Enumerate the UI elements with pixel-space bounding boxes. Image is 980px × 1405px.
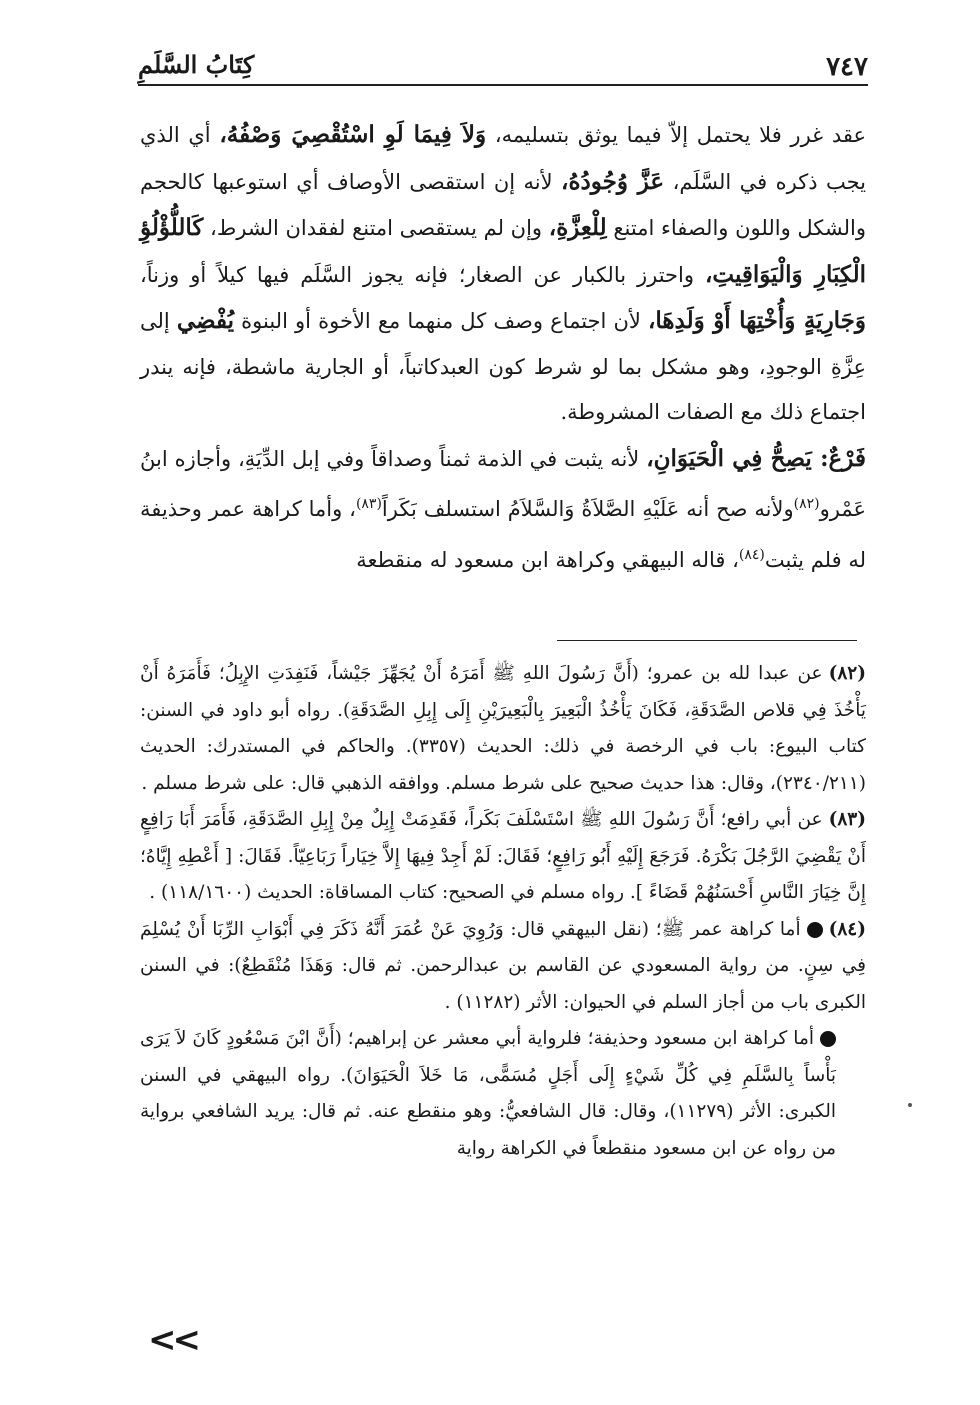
header-rule	[138, 84, 868, 86]
matn-text: وَلاَ فِيمَا لَوِ اسْتُقْصِيَ وَصْفُهُ،	[219, 121, 487, 148]
footnote-text: عن أبي رافع؛ أَنَّ رَسُولَ اللهِ ﷺ اسْتَسْلَفَ بَكَراً، فَقَدِمَتْ إِبِلٌ مِنْ إِبِلِ الصَّدَقَةِ، فَأَمَرَ أَبَا رَافِعٍ أَنْ يَقْضِيَ الرَّجُلَ بَكْرَهُ. فَرَجَعَ إِلَيْهِ أَبُو رَافِعٍ؛ فَقَالَ: لَمْ أَجِدْ فِيهَا إِلاَّ خِيَاراً رَبَاعِيّاً. فَقَالَ: [ أَعْطِهِ إِيَّاهُ؛ إِنَّ خِيَارَ النَّاسِ أَحْسَنُهُمْ قَضَاءً ]. رواه مسلم في الصحيح: كتاب المساقاة: الحديث (١١٨/١٦٠٠) .	[140, 809, 866, 903]
matn-text: وَجَارِيَةٍ وَأُخْتِهَا أَوْ وَلَدِهَا،	[648, 307, 867, 334]
matn-text: لِلْعِزَّةِ،	[548, 214, 607, 241]
footnote-84-continuation	[140, 1021, 866, 1167]
footnote-text: أما كراهة عمر ﷺ؛ (نقل البيهقي قال: وَرُوِيَ عَنْ عُمَرَ أَنَّهُ ذَكَرَ فِي أَبْوَابِ الرِّبَا أَنْ يُسْلِمَ فِي سِنٍ. من رواية المسعودي عن القاسم بن عبدالرحمن. ثم قال: وَهَذَا مُنْقَطِعٌ): في السنن الكبرى باب من أجاز السلم في الحيوان: الأثر (١١٢٨٢) .	[140, 918, 866, 1013]
text-run: ، وأما كراهة عمر وحذيفة له فلم يثبت	[140, 497, 866, 572]
continuation-mark: <<	[148, 1320, 197, 1360]
footnote-82	[140, 656, 866, 802]
matn-text: يُفْضِي	[176, 307, 235, 334]
page-header	[138, 50, 868, 94]
footnote-83	[140, 802, 866, 912]
page-number: ٧٤٧	[826, 52, 868, 82]
footnote-number: (٨٢)	[828, 663, 866, 684]
footnote-text: عن عبدا لله بن عمرو؛ (أَنَّ رَسُولَ اللهِ ﷺ أَمَرَهُ أَنْ يُجَهِّزَ جَيْشاً، فَنَفِدَتِ الإِبِلُ؛ فَأَمَرَهُ أَنْ يَأْخُذَ فِي قلاص الصَّدَقَةِ، فَكَانَ يَأْخُذُ الْبَعِيرَ بِالْبَعِيرَيْنِ إِلَى إِبِلِ الصَّدَقَةِ). رواه أبو داود في السنن: كتاب البيوع: باب في الرخصة في ذلك: الحديث (٣٣٥٧). والحاكم في المستدرك: الحديث (٢٣٤٠/٢١١)، وقال: هذا حديث صحيح على شرط مسلم. ووافقه الذهبي قال: على شرط مسلم .	[140, 663, 866, 794]
footnote-84	[140, 912, 866, 1022]
text-run: لأن اجتماع وصف كل منهما مع الأخوة أو البنوة	[241, 309, 641, 333]
paragraph-1	[140, 112, 866, 436]
text-run: عقد غرر فلا يحتمل إلاّ فيما يوثق بتسليمه،	[494, 123, 866, 147]
footnote-number: (٨٣)	[828, 809, 866, 830]
footnote-ref[interactable]: (٨٣)	[355, 496, 382, 512]
text-run: لأنه إن استقصى الأوصاف أي استوعبها كالحجم والشكل واللون والصفاء امتنع	[140, 169, 866, 240]
footnote-text: أما كراهة ابن مسعود وحذيفة؛ فلرواية أبي معشر عن إبراهيم؛ (أَنَّ ابْنَ مَسْعُودٍ كَانَ لاَ يَرَى بَأْساً بِالسَّلَمِ فِي كُلِّ شَيْءٍ إِلَى أَجَلٍ مُسَمًّى، مَا خَلاَ الْحَيَوَانَ). رواه البيهقي في السنن الكبرى: الأثر (١١٢٧٩)، وقال: قال الشافعيُّ: وهو منقطع عنه. ثم قال: يريد الشافعي برواية من رواه عن ابن مسعود منقطعاً في الكراهة رواية	[140, 1028, 836, 1159]
filled-circle-icon	[807, 922, 823, 938]
matn-text: كَاللُّؤْلُؤِ الْكِبَارِ وَالْيَوَاقِيتِ،	[140, 214, 866, 288]
text-run: أي الذي يجب ذكره في السَّلَم،	[140, 123, 866, 194]
text-run: لأنه يثبت في الذمة ثمناً وصداقاً وفي إبل الدِّيَةِ، وأجازه ابنُ عَمْرو	[140, 446, 866, 521]
text-run: ولأنه صح أنه عَلَيْهِ الصَّلاَةُ وَالسَّلاَمُ استسلف بَكَراً	[381, 497, 794, 521]
text-run: وإن لم يستقصى امتنع لفقدان الشرط،	[210, 216, 543, 240]
text-run: واحترز بالكبار عن الصغار؛ فإنه يجوز السَّلَم فيها كيلاً أو وزناً،	[140, 262, 695, 287]
text-run: ، قاله البيهقي وكراهة ابن مسعود له منقطعة	[356, 547, 739, 572]
matn-text: عَزَّ وُجُودُهُ،	[561, 167, 665, 195]
footnotes	[140, 656, 866, 1167]
footnote-number: (٨٤)	[828, 918, 866, 940]
book-title: كِتَابُ السَّلَمِ	[138, 50, 255, 79]
paragraph-2	[140, 436, 866, 584]
footnote-ref[interactable]: (٨٢)	[793, 496, 820, 512]
main-text	[140, 112, 866, 583]
footnote-ref[interactable]: (٨٤)	[738, 546, 765, 563]
text-run: إلى عِزَّةِ الوجودِ، وهو مشكل بما لو شرط كون العبدكاتباً، أو الجارية ماشطة، فإنه يندر اجتماع ذلك مع الصفات المشروطة.	[140, 309, 866, 424]
margin-mark	[908, 1103, 912, 1107]
filled-circle-icon	[820, 1031, 836, 1047]
footnote-separator	[557, 640, 857, 641]
matn-text: فَرْعٌ: يَصِحُّ فِي الْحَيَوَانِ،	[646, 444, 866, 472]
